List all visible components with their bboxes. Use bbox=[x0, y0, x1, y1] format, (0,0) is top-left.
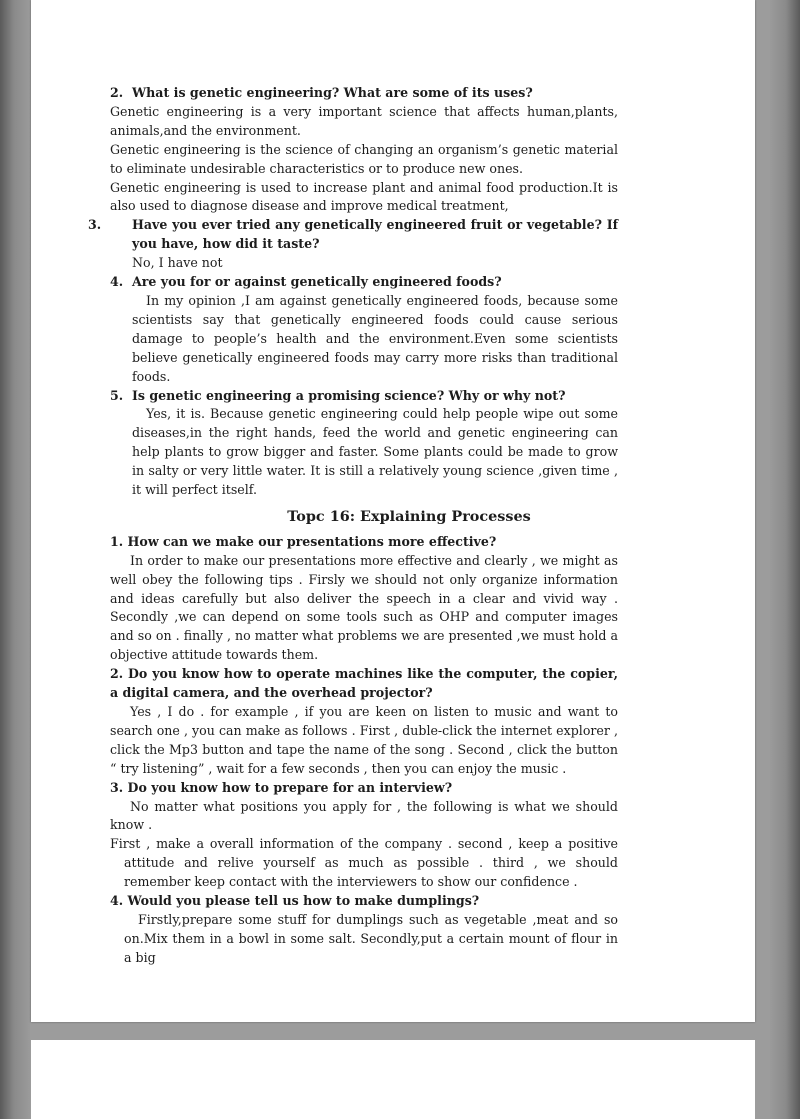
topic-answer-3-rest: First , make a overall information of the company . second , keep a positive attitude and relive yourself as much as possible . third , we should remember keep contact with the interviewers to show our confidence . bbox=[110, 836, 618, 890]
question-2: 2. What is genetic engineering? What are some of its uses? bbox=[110, 85, 533, 100]
topic-answer-2: Yes , I do . for example , if you are keen on listen to music and want to search one , you can make as follows . First , duble-click the internet explorer , click the Mp3 button and tape the name of the song . Second , click the button “ try listening” , wait for a few seconds , then you can enjoy the music . bbox=[110, 704, 618, 776]
answer-5: Yes, it is. Because genetic engineering could help people wipe out some diseases,in the right hands, feed the world and genetic engineering can help plants to grow bigger and faster. Some plants could be made to grow in salty or very little water. It is still a relatively young science ,given time , it will perfect itself. bbox=[132, 406, 618, 498]
answer-4: In my opinion ,I am against genetically engineered foods, because some scientists say that genetically engineered foods could cause serious damage to people’s health and the environment.Even some scientists believe genetically engineered foods may carry more risks than traditional foods. bbox=[132, 292, 618, 384]
answer-2-c: Genetic engineering is used to increase plant and animal food production.It is also used to diagnose disease and improve medical treatment, bbox=[110, 179, 618, 214]
topic-title: Topc 16: Explaining Processes bbox=[287, 507, 531, 525]
question-5: 5. Is genetic engineering a promising science? Why or why not? bbox=[110, 387, 566, 403]
answer-2-a: Genetic engineering is a very important science that affects human,plants, animals,and the environment. bbox=[110, 103, 618, 138]
next-page bbox=[31, 1040, 755, 1119]
topic-answer-3-first: No matter what positions you apply for , the following is what we should know . bbox=[110, 798, 618, 833]
topic-answer-1: In order to make our presentations more effective and clearly , we might as well obey the following tips . Firsly we should not only organize information and ideas carefully but also deliver the speech in a clear and vivid way . Secondly ,we can depend on some tools such as OHP and computer images and so on . finally , no matter what problems we are presented ,we must hold a objective attitude towards them. bbox=[110, 552, 618, 663]
answer-3: No, I have not bbox=[132, 255, 223, 271]
answer-2-b: Genetic engineering is the science of changing an organism’s genetic material to eliminate undesirable characteristics or to produce new ones. bbox=[110, 141, 618, 176]
topic-question-2: 2. Do you know how to operate machines like the computer, the copier, a digital camera, and the overhead projector? bbox=[110, 666, 618, 701]
topic-question-3: 3. Do you know how to prepare for an interview? bbox=[110, 779, 453, 795]
question-3: 3. Have you ever tried any genetically engineered fruit or vegetable? If you have, how did it taste? bbox=[88, 217, 618, 252]
topic-question-4: 4. Would you please tell us how to make dumplings? bbox=[110, 893, 480, 909]
page-content bbox=[88, 84, 618, 968]
topic-question-1: 1. How can we make our presentations more effective? bbox=[110, 533, 497, 549]
topic-answer-4: Firstly,prepare some stuff for dumplings such as vegetable ,meat and so on.Mix them in a bowl in some salt. Secondly,put a certain mount of flour in a big bbox=[124, 911, 618, 965]
question-4: 4. Are you for or against genetically engineered foods? bbox=[110, 274, 502, 290]
